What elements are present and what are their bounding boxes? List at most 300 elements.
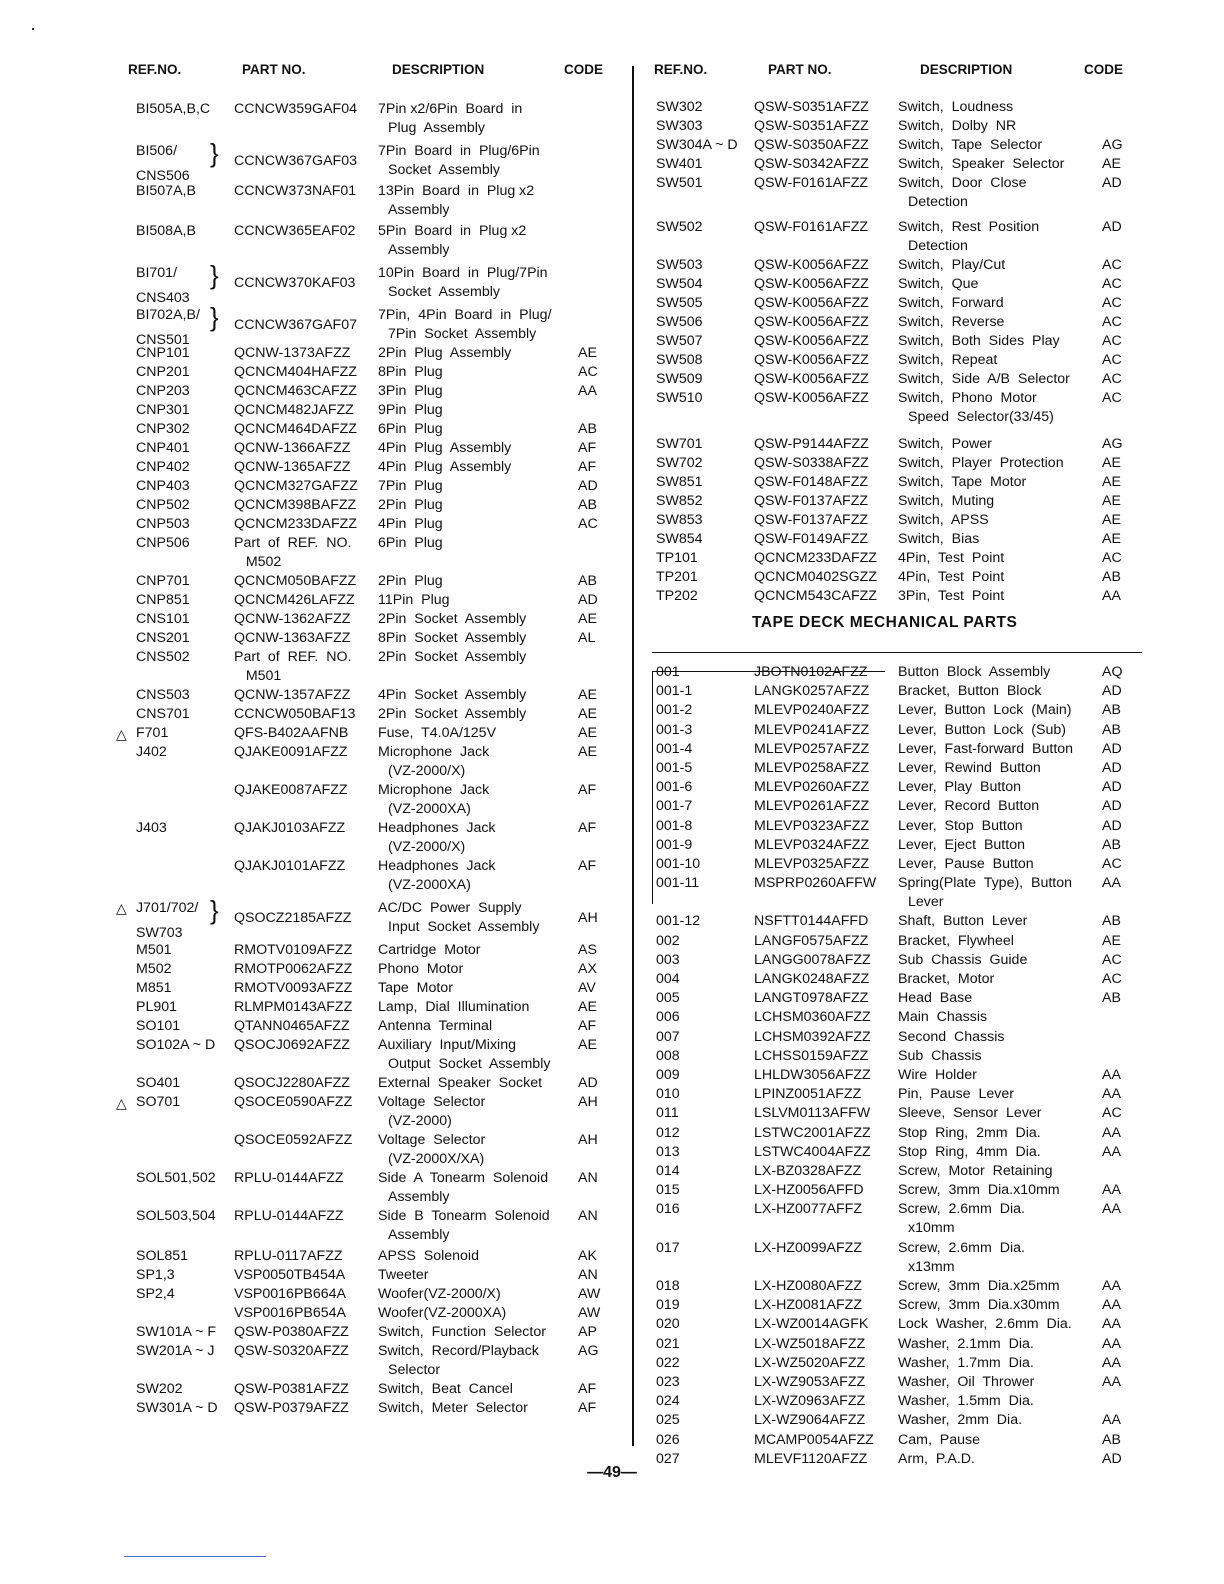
description-line: Antenna Terminal (378, 1018, 493, 1034)
part-number: MLEVP0258AFZZ (754, 759, 870, 776)
part-code: AA (1102, 1201, 1121, 1218)
part-code: AC (578, 516, 598, 532)
description-line: Bracket, Motor (898, 971, 995, 988)
part-number: QSW-K0056AFZZ (754, 333, 869, 349)
part-code: AD (578, 1075, 598, 1091)
description-line: Lever, Record Button (898, 798, 1040, 815)
part-code: AE (578, 999, 597, 1015)
description-line: Input Socket Assembly (388, 919, 540, 935)
description-line: Washer, 2.1mm Dia. (898, 1335, 1034, 1352)
part-number: LPINZ0051AFZZ (754, 1086, 862, 1103)
part-number: QSW-S0320AFZZ (234, 1343, 349, 1359)
table-row (652, 1392, 1142, 1411)
description-line: Washer, 1.7mm Dia. (898, 1354, 1034, 1371)
description-line: Screw, 3mm Dia.x25mm (898, 1278, 1060, 1295)
part-code: AE (578, 611, 597, 627)
table-row (652, 778, 1142, 797)
part-number: QSW-S0350AFZZ (754, 137, 869, 153)
part-code: AC (1102, 390, 1122, 406)
ref-number: 007 (656, 1028, 680, 1045)
part-number: RPLU-0144AFZZ (234, 1208, 344, 1224)
ref-number: 014 (656, 1162, 680, 1179)
table-row (652, 98, 1142, 117)
description-line: 2Pin Plug Assembly (378, 345, 512, 361)
part-code: AD (578, 478, 598, 494)
right-parts-list (652, 98, 1142, 606)
part-number: NSFTT0144AFFD (754, 913, 869, 930)
table-row (116, 686, 618, 705)
table-row (652, 663, 1142, 682)
part-number: QCNCM426LAFZZ (234, 592, 355, 608)
table-row (652, 1028, 1142, 1047)
ref-number: 021 (656, 1335, 680, 1352)
part-code: AG (1102, 137, 1123, 153)
left-header (116, 56, 618, 88)
part-code: AF (578, 820, 597, 836)
page-number: —49— (587, 1464, 637, 1481)
part-number: QCNW-1362AFZZ (234, 611, 351, 627)
description-line: Switch, Door Close (898, 175, 1027, 191)
description-line: (VZ-2000) (388, 1113, 452, 1129)
ref-number: 006 (656, 1009, 680, 1026)
description-line: Microphone Jack (378, 782, 490, 798)
part-number: QFS-B402AAFNB (234, 725, 349, 741)
part-code: AB (578, 421, 597, 437)
ref-number: CNS101 (136, 611, 190, 627)
ref-number: SO401 (136, 1075, 181, 1091)
description-line: Switch, Player Protection (898, 455, 1064, 471)
description-line: 4Pin, Test Point (898, 550, 1005, 566)
part-code: AD (1102, 740, 1122, 757)
table-row (652, 492, 1142, 511)
part-number: RMOTP0062AFZZ (234, 961, 353, 977)
ref-line: CNS501 (136, 332, 190, 348)
description-line: Screw, 3mm Dia.x30mm (898, 1297, 1060, 1314)
table-row (116, 857, 618, 899)
table-row (652, 1143, 1142, 1162)
part-code: AE (578, 1037, 597, 1053)
part-number: LX-WZ5020AFZZ (754, 1354, 866, 1371)
brace-icon: } (210, 302, 219, 332)
table-row (652, 174, 1142, 216)
ref-number: SW509 (656, 371, 703, 387)
ref-number: 001-3 (656, 721, 693, 738)
ref-number: SW851 (656, 474, 703, 490)
ref-number: 019 (656, 1297, 680, 1314)
ref-number: 011 (656, 1105, 679, 1122)
description-line: Lever, Button Lock (Sub) (898, 721, 1066, 738)
description-line: Lever, Rewind Button (898, 759, 1041, 776)
table-row (116, 1266, 618, 1285)
ref-number: 001-6 (656, 779, 693, 796)
table-row (116, 420, 618, 439)
description-line: Lever, Pause Button (898, 855, 1034, 872)
part-number: QJAKE0087AFZZ (234, 782, 348, 798)
part-number: CCNCW373NAF01 (234, 183, 357, 199)
table-row (116, 382, 618, 401)
ref-number: CNS701 (136, 706, 190, 722)
description-line: Side A Tonearm Solenoid (378, 1170, 549, 1186)
ref-number: CNP101 (136, 345, 190, 361)
description-line: AC/DC Power Supply (378, 900, 522, 916)
description-line: Bracket, Button Block (898, 683, 1042, 700)
ref-number: SW304A ~ D (656, 137, 738, 153)
table-row (652, 454, 1142, 473)
description-line: Detection (908, 194, 968, 210)
table-row (652, 275, 1142, 294)
table-row (652, 1431, 1142, 1450)
part-code: AF (578, 782, 597, 798)
part-code: AB (578, 573, 597, 589)
part-number: LX-WZ5018AFZZ (754, 1335, 866, 1352)
part-code: AF (578, 858, 597, 874)
part-code: AB (1102, 836, 1121, 853)
description-line: 4Pin Plug Assembly (378, 459, 512, 475)
part-code: AN (578, 1170, 598, 1186)
table-row (116, 182, 618, 222)
part-number: QCNCM543CAFZZ (754, 588, 877, 604)
table-row (652, 511, 1142, 530)
table-row (116, 100, 618, 142)
ref-number: 009 (656, 1066, 680, 1083)
description-line: Switch, Phono Motor (898, 390, 1037, 406)
table-row (116, 743, 618, 781)
description-line: 13Pin Board in Plug x2 (378, 183, 535, 199)
ref-number: CNP701 (136, 573, 190, 589)
part-code: AC (1102, 951, 1122, 968)
description-line: Screw, 2.6mm Dia. (898, 1201, 1025, 1218)
part-code: AA (1102, 1124, 1121, 1141)
part-number: RLMPM0143AFZZ (234, 999, 353, 1015)
description-line: Button Block Assembly (898, 664, 1051, 680)
part-number: MSPRP0260AFFW (754, 875, 877, 892)
part-number: QJAKE0091AFZZ (234, 744, 348, 760)
part-number: QSW-P0380AFZZ (234, 1324, 349, 1340)
description-line: Pin, Pause Lever (898, 1086, 1014, 1103)
description-line: Selector (388, 1362, 441, 1378)
section-heading (652, 606, 1142, 646)
part-code: AE (578, 725, 597, 741)
scan-speck (32, 28, 34, 30)
ref-number: 022 (656, 1354, 680, 1371)
table-row (652, 1066, 1142, 1085)
part-code: AS (578, 942, 597, 958)
part-number: LSLVM0113AFFW (754, 1105, 871, 1122)
part-number: QSOCJ0692AFZZ (234, 1037, 350, 1053)
part-number: QCNW-1357AFZZ (234, 687, 351, 703)
ref-number: SO102A ~ D (136, 1037, 216, 1053)
part-code: AD (1102, 798, 1122, 815)
description-line: Switch, Bias (898, 531, 980, 547)
description-line: Switch, Both Sides Play (898, 333, 1060, 349)
part-code: AA (1102, 1373, 1121, 1390)
ref-number: CNS503 (136, 687, 190, 703)
part-code: AE (1102, 156, 1121, 172)
part-number: LANGG0078AFZZ (754, 951, 871, 968)
ref-number: J402 (136, 744, 167, 760)
ref-number: SW506 (656, 314, 703, 330)
header-code: CODE (1084, 62, 1124, 77)
brace-icon: } (210, 138, 219, 168)
ref-number: SW502 (656, 219, 703, 235)
part-code: AA (1102, 588, 1121, 604)
part-line: Part of REF. NO. (234, 535, 352, 551)
table-row (116, 363, 618, 382)
table-row (116, 222, 618, 264)
table-row (116, 1342, 618, 1380)
ref-number: 018 (656, 1278, 680, 1295)
description-line: APSS Solenoid (378, 1248, 479, 1264)
table-row (116, 1093, 618, 1131)
description-line: Switch, Repeat (898, 352, 998, 368)
ref-number: TP101 (656, 550, 698, 566)
table-row (652, 912, 1142, 931)
description-line: 4Pin, Test Point (898, 569, 1005, 585)
part-code: AB (1102, 702, 1121, 719)
part-number: QJAKJ0103AFZZ (234, 820, 346, 836)
part-number: QCNCM327GAFZZ (234, 478, 358, 494)
part-number: MLEVP0257AFZZ (754, 740, 870, 757)
part-number: LSTWC4004AFZZ (754, 1143, 871, 1160)
description-line: Auxiliary Input/Mixing (378, 1037, 516, 1053)
ref-number: SW401 (656, 156, 703, 172)
ref-number: 027 (656, 1450, 680, 1467)
ref-number: 020 (656, 1316, 680, 1333)
description-line: Switch, Muting (898, 493, 995, 509)
part-code: AC (1102, 314, 1122, 330)
left-column (116, 56, 618, 1418)
ref-number: 025 (656, 1412, 680, 1429)
right-column (652, 56, 1142, 1469)
part-code: AW (578, 1286, 601, 1302)
part-line: Part of REF. NO. (234, 649, 352, 665)
brace-icon: } (210, 260, 219, 290)
description-line: Switch, Power (898, 436, 992, 452)
ref-number: SW303 (656, 118, 703, 134)
ref-number: TP202 (656, 588, 698, 604)
part-code: AE (1102, 531, 1121, 547)
part-number: LX-WZ9064AFZZ (754, 1412, 866, 1429)
description-line: 7Pin Socket Assembly (388, 326, 537, 342)
part-number: CCNCW359GAF04 (234, 101, 357, 117)
ref-number: 001-5 (656, 759, 693, 776)
ref-number: 010 (656, 1086, 680, 1103)
ref-number: 017 (656, 1239, 680, 1256)
part-code: AP (578, 1324, 597, 1340)
description-line: 7Pin Plug (378, 478, 443, 494)
part-number: QTANN0465AFZZ (234, 1018, 350, 1034)
part-code: AA (1102, 1335, 1121, 1352)
part-code: AA (1102, 1316, 1121, 1333)
part-number: RPLU-0117AFZZ (234, 1248, 343, 1264)
table-row (652, 389, 1142, 431)
table-row (652, 530, 1142, 549)
part-code: AB (1102, 990, 1121, 1007)
description-line: 2Pin Plug (378, 573, 443, 589)
part-number: JBOTN0102AFZZ (754, 664, 868, 680)
part-number: QSW-K0056AFZZ (754, 257, 869, 273)
description-line: Side B Tonearm Solenoid (378, 1208, 550, 1224)
table-row (116, 1304, 618, 1323)
part-code: AC (1102, 333, 1122, 349)
part-number: LX-HZ0080AFZZ (754, 1278, 863, 1295)
part-code: AA (1102, 1297, 1121, 1314)
description-line: Switch, Que (898, 276, 979, 292)
ref-line: BI702A,B/ (136, 307, 200, 323)
part-code: AD (1102, 683, 1122, 700)
table-row (652, 1335, 1142, 1354)
part-code: AE (578, 706, 597, 722)
part-code: AG (1102, 436, 1123, 452)
table-row (652, 1047, 1142, 1066)
column-divider (632, 66, 634, 1446)
table-row (652, 951, 1142, 970)
table-row (652, 1354, 1142, 1373)
description-line: Cam, Pause (898, 1431, 981, 1448)
description-line: 4Pin Socket Assembly (378, 687, 527, 703)
ref-number: SO701 (136, 1094, 181, 1110)
part-code: AF (578, 459, 597, 475)
description-line: Lever, Play Button (898, 779, 1022, 796)
description-line: 2Pin Plug (378, 497, 443, 513)
part-number: LX-WZ9053AFZZ (754, 1373, 866, 1390)
table-row (116, 534, 618, 572)
part-code: AE (1102, 455, 1121, 471)
part-code: AC (578, 364, 598, 380)
table-row (652, 351, 1142, 370)
description-line: Lock Washer, 2.6mm Dia. (898, 1316, 1072, 1333)
part-number: LCHSM0392AFZZ (754, 1028, 871, 1045)
part-line: M501 (234, 668, 282, 684)
table-row (116, 302, 618, 348)
part-number: VSP0016PB654A (234, 1305, 347, 1321)
part-number: QCNCM0402SGZZ (754, 569, 877, 585)
description-line: Switch, Side A/B Selector (898, 371, 1070, 387)
table-row (652, 701, 1142, 720)
ref-number: TP201 (656, 569, 698, 585)
ref-number: 024 (656, 1393, 680, 1410)
table-row (652, 797, 1142, 816)
part-code: AE (1102, 493, 1121, 509)
description-line: 7Pin, 4Pin Board in Plug/ (378, 307, 552, 323)
part-number: QSW-K0056AFZZ (754, 314, 869, 330)
part-code: AB (1102, 913, 1121, 930)
table-row (652, 568, 1142, 587)
table-row (652, 1277, 1142, 1296)
ref-number: 016 (656, 1201, 680, 1218)
part-number: MLEVP0240AFZZ (754, 702, 870, 719)
part-number: QSW-K0056AFZZ (754, 390, 869, 406)
description-line: Main Chassis (898, 1009, 988, 1026)
description-line: 3Pin Plug (378, 383, 443, 399)
ref-number: CNP302 (136, 421, 190, 437)
part-number: LX-HZ0056AFFD (754, 1182, 864, 1199)
description-line: Washer, 2mm Dia. (898, 1412, 1023, 1429)
description-line: Wire Holder (898, 1066, 977, 1083)
ref-number: 001-9 (656, 836, 693, 853)
table-row (116, 648, 618, 686)
ref-number: SW701 (656, 436, 703, 452)
part-code: AF (578, 1018, 597, 1034)
footer-rule (124, 1556, 266, 1557)
ref-number: SW510 (656, 390, 703, 406)
description-line: Lever, Stop Button (898, 817, 1023, 834)
part-code: AH (578, 910, 598, 926)
part-number: MLEVP0325AFZZ (754, 855, 870, 872)
description-line: 9Pin Plug (378, 402, 443, 418)
part-code: AC (1102, 371, 1122, 387)
ref-number: CNP502 (136, 497, 190, 513)
description-line: Switch, Record/Playback (378, 1343, 539, 1359)
part-number: RMOTV0109AFZZ (234, 942, 353, 958)
part-code: AC (1102, 295, 1122, 311)
description-line: 5Pin Board in Plug x2 (378, 223, 527, 239)
part-code: AD (1102, 759, 1122, 776)
table-row (116, 458, 618, 477)
part-number: CCNCW370KAF03 (234, 275, 356, 291)
ref-number: 001-12 (656, 913, 701, 930)
ref-number: SW504 (656, 276, 703, 292)
part-code: AC (1102, 1105, 1122, 1122)
part-number: QSW-F0137AFZZ (754, 493, 869, 509)
part-number: QSW-P0381AFZZ (234, 1381, 349, 1397)
table-row (116, 1207, 618, 1247)
description-line: Cartridge Motor (378, 942, 481, 958)
part-number: MLEVP0324AFZZ (754, 836, 870, 853)
description-line: 4Pin Plug (378, 516, 443, 532)
table-row (116, 781, 618, 819)
table-row (116, 1074, 618, 1093)
description-line: Lever, Button Lock (Main) (898, 702, 1072, 719)
part-number: VSP0016PB664A (234, 1286, 347, 1302)
ref-number: SOL851 (136, 1248, 189, 1264)
ref-number: SW508 (656, 352, 703, 368)
part-code: AB (1102, 1431, 1121, 1448)
ref-number: CNP301 (136, 402, 190, 418)
part-number: QJAKJ0101AFZZ (234, 858, 346, 874)
description-line: Switch, Meter Selector (378, 1400, 528, 1416)
part-number: MLEVP0260AFZZ (754, 779, 870, 796)
table-row (652, 1315, 1142, 1334)
part-number: CCNCW365EAF02 (234, 223, 356, 239)
part-number: LX-HZ0099AFZZ (754, 1239, 863, 1256)
ref-number: M502 (136, 961, 172, 977)
header-desc: DESCRIPTION (920, 62, 1013, 77)
mechanical-parts-list (652, 663, 1142, 1469)
description-line: Screw, Motor Retaining (898, 1162, 1053, 1179)
part-code: AA (1102, 1182, 1121, 1199)
table-row (116, 260, 618, 306)
ref-number: 001-11 (656, 875, 700, 892)
description-line: Woofer(VZ-2000XA) (378, 1305, 507, 1321)
table-row (652, 1181, 1142, 1200)
table-row (116, 724, 618, 743)
table-row (652, 370, 1142, 389)
ref-number: 001 (656, 664, 680, 680)
table-row (652, 1085, 1142, 1104)
part-code: AL (578, 630, 596, 646)
table-row (116, 998, 618, 1017)
table-row (116, 344, 618, 363)
table-row (116, 138, 618, 184)
table-row (116, 629, 618, 648)
description-line: x13mm (908, 1258, 955, 1275)
part-code: AD (1102, 779, 1122, 796)
description-line: Woofer(VZ-2000/X) (378, 1286, 501, 1302)
ref-number: SOL503,504 (136, 1208, 216, 1224)
part-number: QSOCE0590AFZZ (234, 1094, 353, 1110)
ref-number: 001-7 (656, 798, 693, 815)
